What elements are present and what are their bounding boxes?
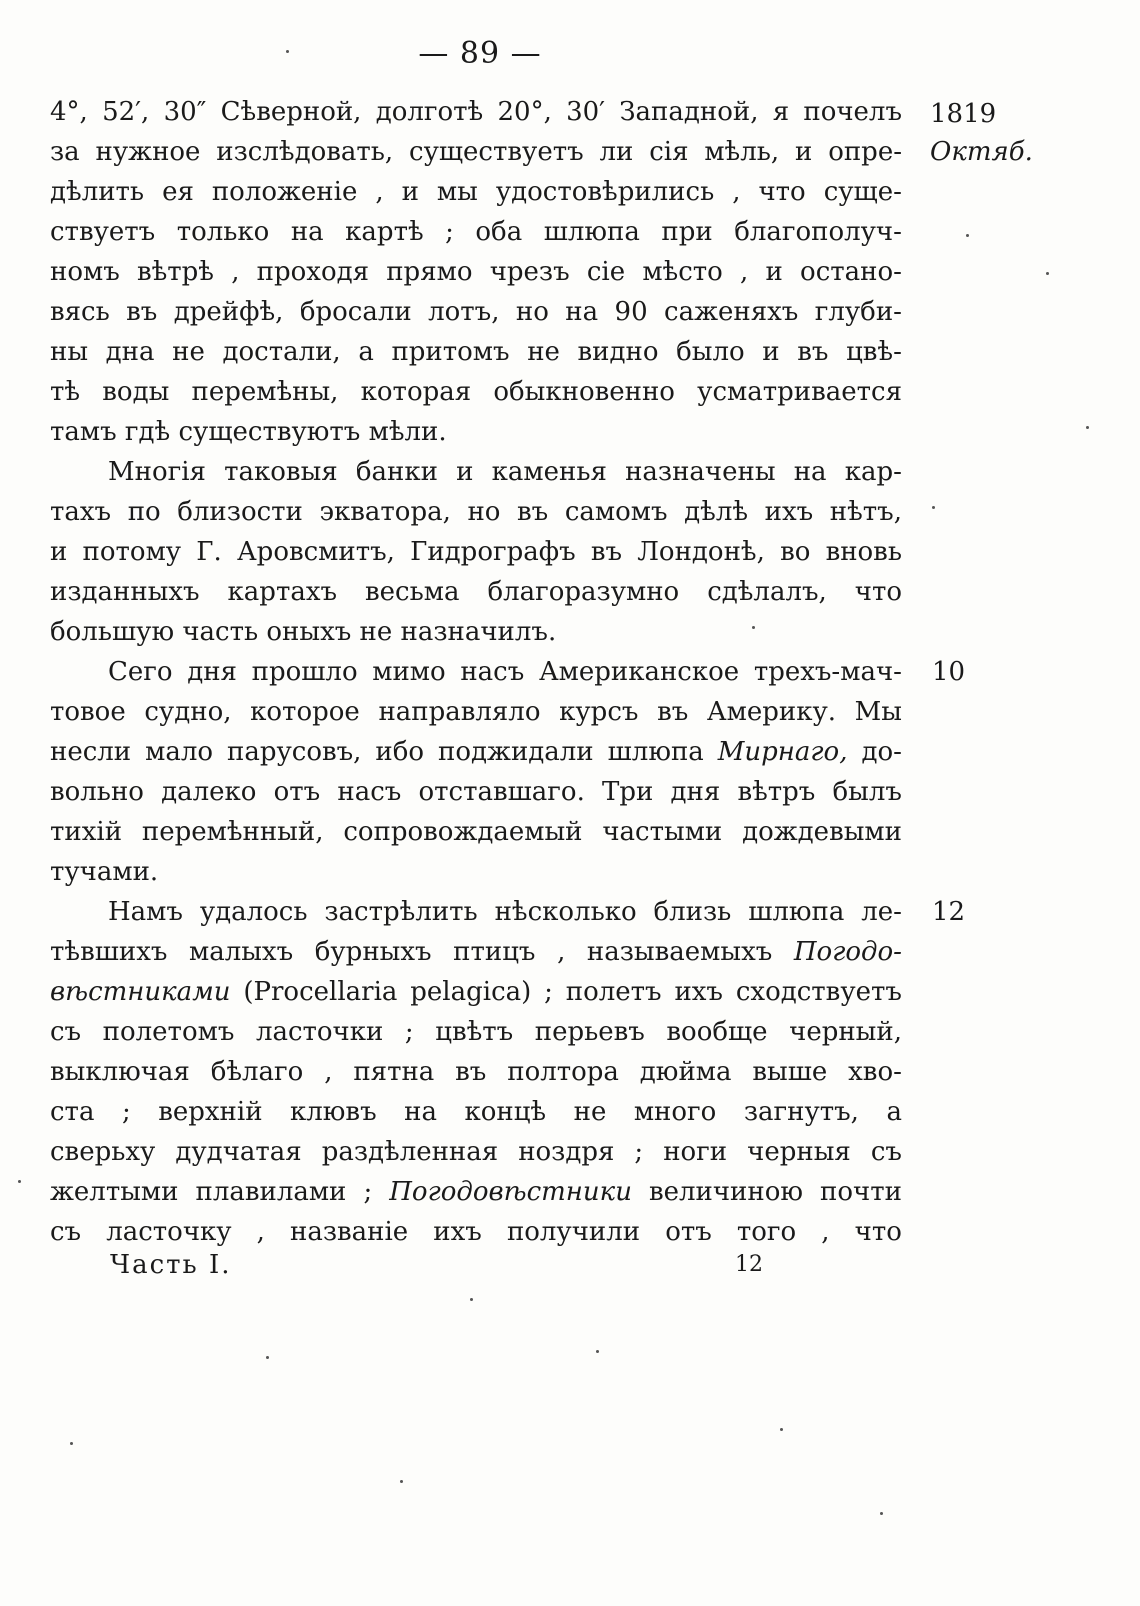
- word: и: [795, 137, 813, 167]
- word: на: [793, 457, 827, 487]
- word: сія: [649, 137, 689, 167]
- word: хво-: [848, 1057, 902, 1087]
- word: удалось: [199, 897, 308, 927]
- text-line: [50, 732, 902, 772]
- word: обыкновенно: [493, 377, 675, 407]
- word: нѣсколько: [494, 897, 637, 927]
- word: Многія: [108, 457, 206, 487]
- text-line: тучами.: [50, 857, 159, 887]
- scan-speck: [596, 1350, 599, 1353]
- word: но: [467, 497, 501, 527]
- word: шлюпа: [748, 897, 845, 927]
- word: было: [676, 337, 745, 367]
- word: насъ: [460, 657, 525, 687]
- word: видно: [577, 337, 659, 367]
- word: Мирнаго,: [717, 737, 848, 767]
- word: Американское: [538, 657, 740, 687]
- word: ста: [50, 1097, 95, 1127]
- word: ;: [121, 1097, 131, 1127]
- word: воды: [102, 377, 170, 407]
- word: чрезъ: [489, 257, 570, 287]
- word: ласточку: [106, 1217, 232, 1247]
- word: не: [573, 1097, 607, 1127]
- scan-speck: [932, 506, 935, 509]
- text-line: [50, 452, 902, 492]
- word: ,: [732, 177, 741, 207]
- word: того: [736, 1217, 797, 1247]
- word: перьевъ: [534, 1017, 645, 1047]
- word: ихъ: [433, 1217, 482, 1247]
- word: суще-: [823, 177, 902, 207]
- word: и: [765, 257, 783, 287]
- word: а: [358, 337, 374, 367]
- word: отъ: [273, 777, 321, 807]
- word: во: [780, 537, 811, 567]
- word: дня: [670, 777, 721, 807]
- word: мало: [145, 737, 214, 767]
- word: проходя: [256, 257, 370, 287]
- word: на: [404, 1097, 437, 1127]
- word: дѣлѣ: [684, 497, 749, 527]
- word: ,: [740, 257, 749, 287]
- word: оба: [475, 217, 523, 247]
- scan-speck: [286, 50, 289, 53]
- word: положеніе: [211, 177, 358, 207]
- word: изданныхъ: [50, 577, 200, 607]
- text-line: [50, 92, 902, 132]
- word: остано-: [800, 257, 902, 287]
- word: товое: [50, 697, 126, 727]
- word: ноздря: [518, 1137, 615, 1167]
- word: ихъ: [674, 977, 723, 1007]
- text-line: [50, 1212, 902, 1252]
- text-line: [50, 212, 902, 252]
- word: Мы: [854, 697, 902, 727]
- word: въ: [590, 537, 623, 567]
- word: дождевыми: [742, 817, 902, 847]
- word: застрѣлить: [324, 897, 478, 927]
- word: въ: [797, 337, 829, 367]
- word: 20°,: [497, 97, 552, 127]
- word: ,: [324, 1057, 333, 1087]
- word: Г.: [196, 537, 222, 567]
- word: насъ: [337, 777, 402, 807]
- word: цвѣтъ: [435, 1017, 514, 1047]
- word: въ: [517, 497, 549, 527]
- word: усматривается: [697, 377, 902, 407]
- word: и: [401, 177, 419, 207]
- word: отъ: [665, 1217, 712, 1247]
- word: достали,: [222, 337, 341, 367]
- text-line: [50, 1132, 902, 1172]
- text-line: [50, 572, 902, 612]
- word: загнутъ,: [743, 1097, 859, 1127]
- word: Западной,: [619, 97, 759, 127]
- word: Сего: [108, 657, 173, 687]
- scan-speck: [966, 234, 969, 237]
- word: верхній: [158, 1097, 263, 1127]
- word: экватора,: [319, 497, 451, 527]
- word: на: [290, 217, 324, 247]
- text-line: [50, 492, 902, 532]
- scan-speck: [1086, 426, 1089, 429]
- word: банки: [355, 457, 438, 487]
- word: только: [176, 217, 270, 247]
- word: 30″: [163, 97, 207, 127]
- text-line: [50, 172, 902, 212]
- text-line: тамъ гдѣ существуютъ мѣли.: [50, 417, 447, 447]
- word: сходствуетъ: [735, 977, 902, 1007]
- word: бѣлаго: [210, 1057, 304, 1087]
- word: что: [854, 577, 902, 607]
- word: въ: [126, 297, 158, 327]
- word: опре-: [828, 137, 902, 167]
- word: называемыхъ: [586, 937, 773, 967]
- word: при: [661, 217, 713, 247]
- word: бросали: [299, 297, 412, 327]
- word: мимо: [372, 657, 446, 687]
- word: вообще: [666, 1017, 768, 1047]
- word: пятна: [353, 1057, 435, 1087]
- word: самомъ: [564, 497, 668, 527]
- word: нужное: [95, 137, 201, 167]
- word: тахъ: [50, 497, 112, 527]
- word: на: [565, 297, 599, 327]
- scan-speck: [70, 1442, 73, 1445]
- word: кар-: [844, 457, 902, 487]
- text-line: [50, 1092, 902, 1132]
- word: ласточки: [255, 1017, 384, 1047]
- word: мѣль,: [704, 137, 780, 167]
- word: ;: [445, 217, 454, 247]
- word: близости: [177, 497, 303, 527]
- word: 52′,: [102, 97, 150, 127]
- word: выключая: [50, 1057, 190, 1087]
- word: въ: [657, 697, 689, 727]
- word: желтыми: [50, 1177, 179, 1207]
- word: несли: [50, 737, 132, 767]
- word: судно,: [144, 697, 232, 727]
- text-line: [50, 812, 902, 852]
- text-line: большую часть оныхъ не назначилъ.: [50, 617, 557, 647]
- word: получили: [506, 1217, 641, 1247]
- word: ,: [375, 177, 384, 207]
- word: полетомъ: [102, 1017, 235, 1047]
- word: вновь: [825, 537, 902, 567]
- word: благополуч-: [734, 217, 902, 247]
- word: частыми: [602, 817, 723, 847]
- word: птицъ: [453, 937, 536, 967]
- word: не: [172, 337, 205, 367]
- word: близь: [653, 897, 732, 927]
- word: раздѣленная: [321, 1137, 499, 1167]
- margin-month: Октяб.: [930, 137, 1033, 167]
- word: по: [127, 497, 161, 527]
- word: сіе: [586, 257, 626, 287]
- word: полтора: [507, 1057, 619, 1087]
- word: курсъ: [559, 697, 639, 727]
- text-line: [50, 972, 902, 1012]
- word: дня: [187, 657, 237, 687]
- word: отставшаго.: [418, 777, 585, 807]
- word: притомъ: [391, 337, 510, 367]
- word: ,: [557, 937, 566, 967]
- word: картѣ: [345, 217, 424, 247]
- scan-speck: [470, 1298, 473, 1301]
- word: черныя: [747, 1137, 851, 1167]
- word: ея: [162, 177, 194, 207]
- word: ;: [404, 1017, 414, 1047]
- word: Гидрографъ: [410, 537, 576, 567]
- word: но: [515, 297, 549, 327]
- word: тихій: [50, 817, 123, 847]
- word: вѣтрѣ: [136, 257, 214, 287]
- word: концѣ: [464, 1097, 547, 1127]
- word: ихъ: [764, 497, 814, 527]
- word: картахъ: [227, 577, 338, 607]
- text-line: [50, 1052, 902, 1092]
- word: ли: [599, 137, 634, 167]
- word: вольно: [50, 777, 144, 807]
- word: направляло: [378, 697, 541, 727]
- text-line: [50, 372, 902, 412]
- word: перемѣны,: [191, 377, 339, 407]
- word: Лондонѣ,: [637, 537, 765, 567]
- word: почелъ: [803, 97, 902, 127]
- word: шлюпа: [543, 217, 640, 247]
- word: ;: [363, 1177, 373, 1207]
- word: вѣтръ: [737, 777, 816, 807]
- word: парусовъ,: [227, 737, 362, 767]
- word: далеко: [161, 777, 257, 807]
- word: съ: [50, 1217, 82, 1247]
- word: вясь: [50, 297, 110, 327]
- text-line: [50, 1012, 902, 1052]
- word: что: [758, 177, 806, 207]
- text-line: [50, 292, 902, 332]
- word: удостовѣрились: [495, 177, 715, 207]
- signature-mark: 12: [735, 1252, 763, 1277]
- word: былъ: [832, 777, 902, 807]
- word: лотъ,: [428, 297, 500, 327]
- part-label: Часть I.: [110, 1250, 232, 1280]
- word: бурныхъ: [314, 937, 432, 967]
- word: трехъ-мач-: [753, 657, 902, 687]
- word: которое: [250, 697, 360, 727]
- word: таковыя: [224, 457, 338, 487]
- text-line: [50, 1172, 902, 1212]
- word: сверьху: [50, 1137, 156, 1167]
- word: Аровсмитъ,: [236, 537, 395, 567]
- word: прошло: [251, 657, 358, 687]
- word: поджидали: [438, 737, 594, 767]
- word: ,: [821, 1217, 830, 1247]
- scan-speck: [880, 1512, 883, 1515]
- margin-day-12: 12: [932, 897, 966, 927]
- word: что: [854, 1217, 902, 1247]
- word: мѣсто: [642, 257, 723, 287]
- word: нѣтъ,: [829, 497, 902, 527]
- word: и: [456, 457, 474, 487]
- word: дрейфѣ,: [173, 297, 284, 327]
- word: плавилами: [195, 1177, 347, 1207]
- word: дна: [105, 337, 155, 367]
- scan-speck: [18, 1180, 21, 1183]
- word: ноги: [663, 1137, 728, 1167]
- scan-speck: [752, 626, 755, 629]
- page-number: — 89 —: [418, 36, 542, 71]
- word: Намъ: [108, 897, 183, 927]
- word: черный,: [789, 1017, 902, 1047]
- word: названіе: [290, 1217, 409, 1247]
- word: назначены: [625, 457, 776, 487]
- text-line: [50, 892, 902, 932]
- word: 30′: [566, 97, 606, 127]
- word: Погодовѣстники: [389, 1177, 632, 1207]
- word: тѣвшихъ: [50, 937, 168, 967]
- word: а: [886, 1097, 902, 1127]
- word: малыхъ: [189, 937, 294, 967]
- word: дѣлить: [50, 177, 145, 207]
- word: (Procellaria: [243, 977, 398, 1007]
- word: Америку.: [706, 697, 837, 727]
- word: тѣ: [50, 377, 81, 407]
- word: клювъ: [290, 1097, 377, 1127]
- word: ;: [544, 977, 553, 1007]
- word: глуби-: [814, 297, 902, 327]
- scan-speck: [266, 1356, 269, 1359]
- scan-speck: [400, 1480, 403, 1483]
- word: за: [50, 137, 80, 167]
- word: которая: [360, 377, 472, 407]
- word: Погодо-: [793, 937, 902, 967]
- text-line: [50, 772, 902, 812]
- word: и: [762, 337, 780, 367]
- word: полетъ: [565, 977, 662, 1007]
- word: сдѣлалъ,: [707, 577, 827, 607]
- word: ле-: [861, 897, 902, 927]
- word: мы: [436, 177, 478, 207]
- text-line: [50, 692, 902, 732]
- text-line: [50, 932, 902, 972]
- word: я: [772, 97, 790, 127]
- word: каменья: [491, 457, 607, 487]
- word: весьма: [365, 577, 460, 607]
- word: шлюпа: [607, 737, 704, 767]
- text-line: [50, 532, 902, 572]
- word: выше: [752, 1057, 828, 1087]
- word: потому: [82, 537, 182, 567]
- scan-speck: [1046, 272, 1049, 275]
- word: много: [633, 1097, 717, 1127]
- word: саженяхъ: [664, 297, 799, 327]
- word: въ: [455, 1057, 487, 1087]
- word: существуетъ: [409, 137, 584, 167]
- margin-year: 1819: [930, 99, 997, 129]
- word: перемѣнный,: [141, 817, 324, 847]
- text-line: [50, 132, 902, 172]
- word: Три: [602, 777, 654, 807]
- word: величиною: [648, 1177, 803, 1207]
- word: 90: [614, 297, 648, 327]
- word: почти: [820, 1177, 902, 1207]
- word: дудчатая: [175, 1137, 302, 1167]
- word: долготѣ: [375, 97, 484, 127]
- word: благоразумно: [487, 577, 680, 607]
- word: ибо: [375, 737, 425, 767]
- word: ,: [256, 1217, 265, 1247]
- word: номъ: [50, 257, 120, 287]
- word: и: [50, 537, 68, 567]
- word: до-: [861, 737, 902, 767]
- word: прямо: [386, 257, 473, 287]
- text-line: [50, 252, 902, 292]
- word: ,: [231, 257, 240, 287]
- word: изслѣдовать,: [216, 137, 394, 167]
- word: вѣстниками: [50, 977, 231, 1007]
- word: pelagica): [410, 977, 532, 1007]
- word: сопровождаемый: [343, 817, 583, 847]
- word: съ: [870, 1137, 902, 1167]
- word: не: [527, 337, 560, 367]
- word: съ: [50, 1017, 82, 1047]
- text-line: [50, 652, 902, 692]
- margin-day-10: 10: [932, 657, 966, 687]
- word: цвѣ-: [846, 337, 902, 367]
- word: ствуетъ: [50, 217, 156, 247]
- text-line: [50, 332, 902, 372]
- word: Сѣверной,: [220, 97, 362, 127]
- word: 4°,: [50, 97, 88, 127]
- word: дюйма: [639, 1057, 732, 1087]
- word: ны: [50, 337, 89, 367]
- scan-speck: [780, 1428, 783, 1431]
- word: ;: [634, 1137, 644, 1167]
